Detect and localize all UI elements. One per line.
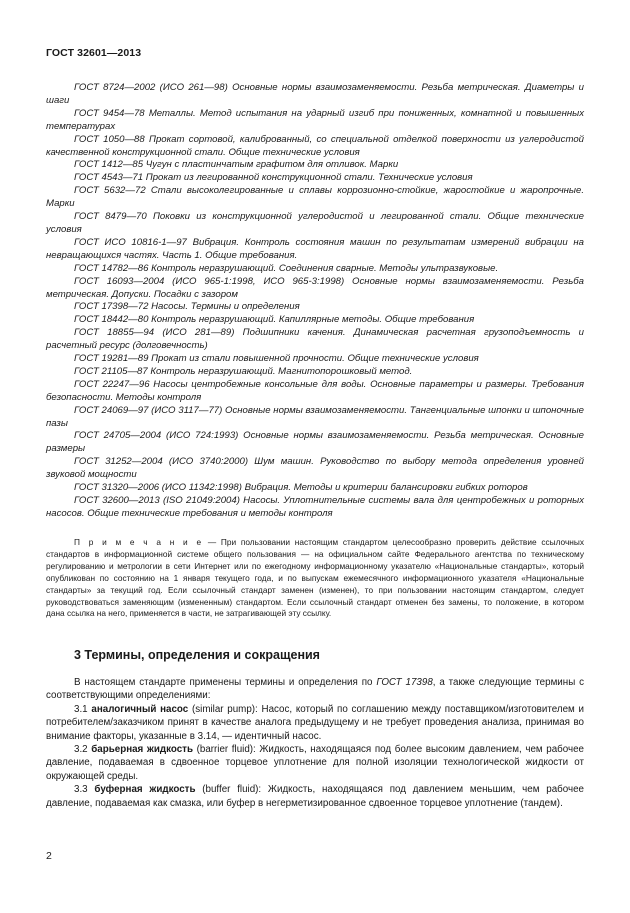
reference-item: ГОСТ 1412—85 Чугун с пластинчатым графитом для отливок. Марки	[74, 159, 399, 171]
note-text: — При пользовании настоящим стандартом целесообразно проверить действие ссылочных стандартов в информационной системе общего пользования — на официальном сайте Федерального агентства по техническому регулированию и метрологии в сети Интернет или по ежегодному информационному указателю «Национальные стандарты», который опубликован по состоянию на 1 января текущего года, и по выпускам ежемесячного информационного указателя «Национальные стандарты» за текущий год. Если ссылочный стандарт заменен (изменен), то при пользовании настоящим стандартом, следует руководствоваться заменяющим (измененным) стандартом. Если ссылочный стандарт отменен без замены, то положение, в котором дана ссылка на него, применяется в части, не затрагивающей эту ссылку.	[46, 537, 584, 619]
reference-item: ГОСТ 18855—94 (ИСО 281—89) Подшипники качения. Динамическая расчетная грузоподъемность и расчетный ресурс (долговечность)	[46, 327, 584, 352]
normative-references-list	[46, 82, 584, 521]
reference-item: ГОСТ 32600—2013 (ISO 21049:2004) Насосы. Уплотнительные системы вала для центробежных и роторных насосов. Общие технические требования и методы контроля	[46, 495, 584, 519]
section-heading: 3 Термины, определения и сокращения	[74, 648, 320, 662]
reference-item: ГОСТ 21105—87 Контроль неразрушающий. Магнитопорошковый метод.	[74, 365, 413, 377]
term-number: 3.1	[74, 703, 92, 715]
term-number: 3.3	[74, 784, 95, 796]
term-number: 3.2	[74, 744, 92, 756]
term-name: барьерная жидкость	[91, 744, 193, 756]
reference-item: ГОСТ 16093—2004 (ИСО 965-1:1998, ИСО 965-3:1998) Основные нормы взаимозаменяемости. Резьба метрическая. Допуски. Посадки с зазором	[46, 275, 584, 300]
term-name: буферная жидкость	[94, 784, 196, 796]
reference-item: ГОСТ 18442—80 Контроль неразрушающий. Капиллярные методы. Общие требования	[74, 314, 475, 326]
term-definition	[46, 743, 584, 783]
reference-item: ГОСТ 9454—78 Металлы. Метод испытания на ударный изгиб при пониженных, комнатной и повышенных температурах	[46, 107, 584, 132]
intro-text-before: В настоящем стандарте применены термины и определения по	[74, 677, 377, 688]
reference-item: ГОСТ 22247—96 Насосы центробежные консольные для воды. Основные параметры и размеры. Требования безопасности. Методы контроля	[46, 378, 584, 403]
reference-item: ГОСТ 14782—86 Контроль неразрушающий. Соединения сварные. Методы ультразвуковые.	[74, 262, 499, 274]
note-paragraph	[46, 537, 584, 620]
reference-item: ГОСТ 24705—2004 (ИСО 724:1993) Основные нормы взаимозаменяемости. Резьба метрическая. Основные размеры	[46, 430, 584, 455]
page-number: 2	[46, 850, 52, 862]
intro-text-after: , а также следующие термины с соответствующими определениями:	[46, 677, 584, 702]
reference-item: ГОСТ 31320—2006 (ИСО 11342:1998) Вибрация. Методы и критерии балансировки гибких роторов	[74, 482, 528, 494]
reference-item: ГОСТ 24069—97 (ИСО 3117—77) Основные нормы взаимозаменяемости. Тангенциальные шпонки и шпоночные пазы	[46, 404, 584, 429]
term-text: (similar pump): Насос, который по соглашению между поставщиком/изготовителем и потребителем/заказчиком принят в качестве аналога предыдущему и не требует проведения анализа, принимая во внимание факторы, указанные в 3.14, — идентичный насос.	[46, 703, 584, 742]
intro-reference: ГОСТ 17398	[376, 677, 433, 688]
document-header: ГОСТ 32601—2013	[46, 47, 142, 59]
reference-item: ГОСТ 17398—72 Насосы. Термины и определения	[74, 301, 300, 313]
term-definition	[46, 783, 584, 810]
section-body	[46, 676, 584, 810]
term-text: (barrier fluid): Жидкость, находящаяся под более высоким давлением, чем рабочее давление, подаваемая в сдвоенное торцевое уплотнение для полной изоляции технологической жидкости от окружающей среды.	[46, 744, 584, 782]
term-text: (buffer fluid): Жидкость, находящаяся под давлением меньшим, чем рабочее давление, подаваемая как смазка, или буфер в негерметизированное сдвоенное торцевое уплотнение (тандем).	[46, 784, 584, 809]
term-name: аналогичный насос	[91, 703, 189, 715]
reference-item: ГОСТ 19281—89 Прокат из стали повышенной прочности. Общие технические условия	[74, 353, 479, 365]
reference-item: ГОСТ 8724—2002 (ИСО 261—98) Основные нормы взаимозаменяемости. Резьба метрическая. Диаметры и шаги	[46, 82, 584, 106]
reference-item: ГОСТ ИСО 10816-1—97 Вибрация. Контроль состояния машин по результатам измерений вибрации на невращающихся частях. Часть 1. Общие требования.	[46, 236, 584, 261]
reference-item: ГОСТ 5632—72 Стали высоколегированные и сплавы коррозионно-стойкие, жаростойкие и жаропрочные. Марки	[46, 185, 584, 210]
term-definition	[46, 703, 584, 743]
reference-item: ГОСТ 1050—88 Прокат сортовой, калиброванный, со специальной отделкой поверхности из углеродистой качественной конструкционной стали. Общие технические условия	[46, 133, 584, 158]
reference-item: ГОСТ 31252—2004 (ИСО 3740:2000) Шум машин. Руководство по выбору метода определения уровней звуковой мощности	[46, 456, 584, 481]
note-label: П р и м е ч а н и е	[74, 537, 204, 547]
reference-item: ГОСТ 4543—71 Прокат из легированной конструкционной стали. Технические условия	[74, 172, 473, 184]
reference-item: ГОСТ 8479—70 Поковки из конструкционной углеродистой и легированной стали. Общие технические условия	[46, 211, 584, 235]
intro-paragraph	[46, 676, 584, 703]
